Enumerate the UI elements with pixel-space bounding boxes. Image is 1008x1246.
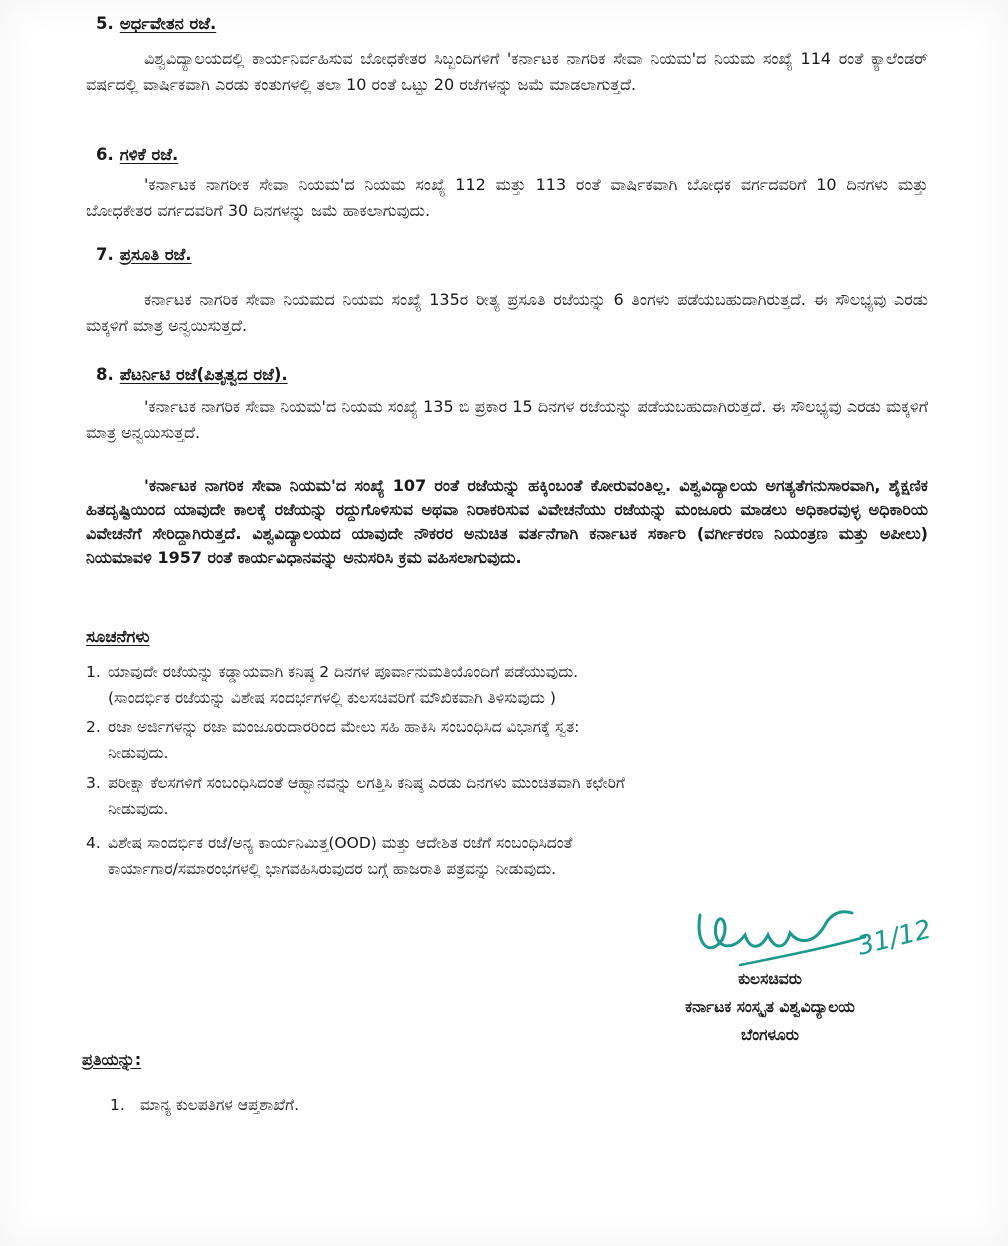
section-heading <box>96 245 192 265</box>
section-heading <box>96 145 178 165</box>
section-heading <box>96 14 216 34</box>
note-text: ವಿಶೇಷ ಸಾಂದರ್ಭಿಕ ರಜೆ/ಅನ್ಯ ಕಾರ್ಯನಿಮಿತ್ತ(OOD) ಮತ್ತು ಆದೇಶಿತ ರಜೆಗೆ ಸಂಬಂಧಿಸಿದಂತೆ <box>108 834 573 852</box>
note-number: 3. <box>86 774 101 792</box>
note-item <box>86 770 946 822</box>
note-text: ಯಾವುದೇ ರಜೆಯನ್ನು ಕಡ್ಡಾಯವಾಗಿ ಕನಿಷ್ಠ 2 ದಿನಗಳ ಪೂರ್ವಾನುಮತಿಯೊಂದಿಗೆ ಪಡೆಯುವುದು. <box>108 663 579 681</box>
copy-to-text: ಮಾನ್ಯ ಕುಲಪತಿಗಳ ಆಪ್ತಶಾಖೆಗೆ. <box>140 1096 300 1114</box>
notes-heading: ಸೂಚನೆಗಳು <box>86 627 150 646</box>
section-body: ಕರ್ನಾಟಕ ನಾಗರಿಕ ಸೇವಾ ನಿಯಮದ ನಿಯಮ ಸಂಖ್ಯೆ 135ರ ರೀತ್ಯ ಪ್ರಸೂತಿ ರಜೆಯನ್ನು 6 ತಿಂಗಳು ಪಡೆಯಬಹುದಾಗಿರುತ್ತದೆ. ಈ ಸೌಲಭ್ಯವು ಎರಡು ಮಕ್ಕಳಿಗೆ ಮಾತ್ರ ಅನ್ವಯಿಸುತ್ತದೆ. <box>86 290 928 335</box>
signature-date: 31/12 <box>854 914 935 962</box>
signature-stroke <box>699 912 852 948</box>
note-number: 1. <box>86 663 101 681</box>
note-number: 4. <box>86 834 101 852</box>
copy-to-heading: ಪ್ರತಿಯನ್ನು: <box>82 1050 142 1069</box>
section-heading <box>96 365 288 385</box>
note-text-continued: ನೀಡುವುದು. <box>108 744 169 762</box>
section-number: 6. <box>96 145 114 164</box>
note-item <box>86 714 946 766</box>
note-number: 2. <box>86 718 101 736</box>
note-text: ರಜಾ ಅರ್ಜಿಗಳನ್ನು ರಜಾ ಮಂಜೂರುದಾರರಿಂದ ಮೇಲು ಸಹಿ ಹಾಕಿಸಿ ಸಂಬಂಧಿಸಿದ ವಿಭಾಗಕ್ಕೆ ಸ್ವತ: <box>108 718 580 736</box>
section-title: ಅರ್ಧವೇತನ ರಜೆ. <box>119 14 217 33</box>
note-item <box>86 659 946 711</box>
signatory-designation: ಕುಲಸಚಿವರು <box>738 970 802 988</box>
signatory-city: ಬೆಂಗಳೂರು <box>741 1026 799 1044</box>
section-body: ವಿಶ್ವವಿದ್ಯಾಲಯದಲ್ಲಿ ಕಾರ್ಯನಿರ್ವಹಿಸುವ ಬೋಧಕೇತರ ಸಿಬ್ಬಂದಿಗಳಿಗೆ 'ಕರ್ನಾಟಕ ನಾಗರಿಕ ಸೇವಾ ನಿಯಮ'ದ ನಿಯಮ ಸಂಖ್ಯೆ 114 ರಂತೆ ಕ್ಯಾಲೆಂಡರ್ ವರ್ಷದಲ್ಲಿ ವಾರ್ಷಿಕವಾಗಿ ಎರಡು ಕಂತುಗಳಲ್ಲಿ ತಲಾ 10 ರಂತೆ ಒಟ್ಟು 20 ರಜೆಗಳನ್ನು ಜಮೆ ಮಾಡಲಾಗುತ್ತದೆ. <box>86 49 928 94</box>
note-item <box>86 830 946 882</box>
section-title: ಪೆಟರ್ನಿಟಿ ರಜೆ(ಪಿತೃತ್ವದ ರಜೆ). <box>119 365 288 384</box>
section-title: ಪ್ರಸೂತಿ ರಜೆ. <box>119 245 192 264</box>
note-text-continued: (ಸಾಂದರ್ಭಿಕ ರಜೆಯನ್ನು ವಿಶೇಷ ಸಂದರ್ಭಗಳಲ್ಲಿ ಕುಲಸಚಿವರಿಗೆ ಮೌಖಿಕವಾಗಿ ತಿಳಿಸುವುದು ) <box>108 689 556 707</box>
section-body: 'ಕರ್ನಾಟಕ ನಾಗರಿಕ ಸೇವಾ ನಿಯಮ'ದ ನಿಯಮ ಸಂಖ್ಯೆ 135 ಬಿ ಪ್ರಕಾರ 15 ದಿನಗಳ ರಜೆಯನ್ನು ಪಡೆಯಬಹುದಾಗಿರುತ್ತದೆ. ಈ ಸೌಲಭ್ಯವು ಎರಡು ಮಕ್ಕಳಿಗೆ ಮಾತ್ರ ಅನ್ವಯಿಸುತ್ತದೆ. <box>86 397 928 442</box>
signatory-organization: ಕರ್ನಾಟಕ ಸಂಸ್ಕೃತ ವಿಶ್ವವಿದ್ಯಾಲಯ <box>685 998 855 1016</box>
general-rules-paragraph: 'ಕರ್ನಾಟಕ ನಾಗರಿಕ ಸೇವಾ ನಿಯಮ'ದ ಸಂಖ್ಯೆ 107 ರಂತೆ ರಜೆಯನ್ನು ಹಕ್ಕಿಂಬಂತೆ ಕೋರುವಂತಿಲ್ಲ. ವಿಶ್ವವಿದ್ಯಾಲಯ ಅಗತ್ಯತೆಗನುಸಾರವಾಗಿ, ಶೈಕ್ಷಣಿಕ ಹಿತದೃಷ್ಟಿಯಿಂದ ಯಾವುದೇ ಕಾಲಕ್ಕೆ ರಜೆಯನ್ನು ರದ್ದುಗೊಳಿಸುವ ಅಥವಾ ನಿರಾಕರಿಸುವ ವಿವೇಚನೆಯು ರಜೆಯನ್ನು ಮಂಜೂರು ಮಾಡಲು ಅಧಿಕಾರವುಳ್ಳ ಅಧಿಕಾರಿಯ ವಿವೇಚನೆಗೆ ಸೇರಿದ್ದಾಗಿರುತ್ತದೆ. ವಿಶ್ವವಿದ್ಯಾಲಯದ ಯಾವುದೇ ನೌಕರರ ಅನುಚಿತ ವರ್ತನೆಗಾಗಿ ಕರ್ನಾಟಕ ಸರ್ಕಾರಿ (ವರ್ಗೀಕರಣ ನಿಯಂತ್ರಣ ಮತ್ತು ಅಪೀಲು) ನಿಯಮಾವಳಿ 1957 ರಂತೆ ಕಾರ್ಯವಿಧಾನವನ್ನು ಅನುಸರಿಸಿ ಕ್ರಮ ವಹಿಸಲಾಗುವುದು. <box>86 476 928 567</box>
section-number: 8. <box>96 365 114 384</box>
section-title: ಗಳಿಕೆ ರಜೆ. <box>119 145 179 164</box>
note-text-continued: ಕಾರ್ಯಾಗಾರ/ಸಮಾರಂಭಗಳಲ್ಲಿ ಭಾಗವಹಿಸಿರುವುದರ ಬಗ್ಗೆ ಹಾಜರಾತಿ ಪತ್ರವನ್ನು ನೀಡುವುದು. <box>108 860 557 878</box>
section-body: 'ಕರ್ನಾಟಕ ನಾಗರೀಕ ಸೇವಾ ನಿಯಮ'ದ ನಿಯಮ ಸಂಖ್ಯೆ 112 ಮತ್ತು 113 ರಂತೆ ವಾರ್ಷಿಕವಾಗಿ ಬೋಧಕ ವರ್ಗದವರಿಗೆ 10 ದಿನಗಳು ಮತ್ತು ಬೋಧಕೇತರ ವರ್ಗದವರಿಗೆ 30 ದಿನಗಳನ್ನು ಜಮೆ ಹಾಕಲಾಗುವುದು. <box>86 175 928 220</box>
copy-to-number: 1. <box>110 1096 125 1114</box>
section-number: 5. <box>96 14 114 33</box>
section-number: 7. <box>96 245 114 264</box>
copy-to-item <box>110 1096 299 1115</box>
note-text: ಪರೀಕ್ಷಾ ಕೆಲಸಗಳಿಗೆ ಸಂಬಂಧಿಸಿದಂತೆ ಆಹ್ವಾನವನ್ನು ಲಗತ್ತಿಸಿ ಕನಿಷ್ಠ ಎರಡು ದಿನಗಳು ಮುಂಚಿತವಾಗಿ ಕಛೇರಿಗೆ <box>108 774 625 792</box>
note-text-continued: ನೀಡುವುದು. <box>108 800 169 818</box>
